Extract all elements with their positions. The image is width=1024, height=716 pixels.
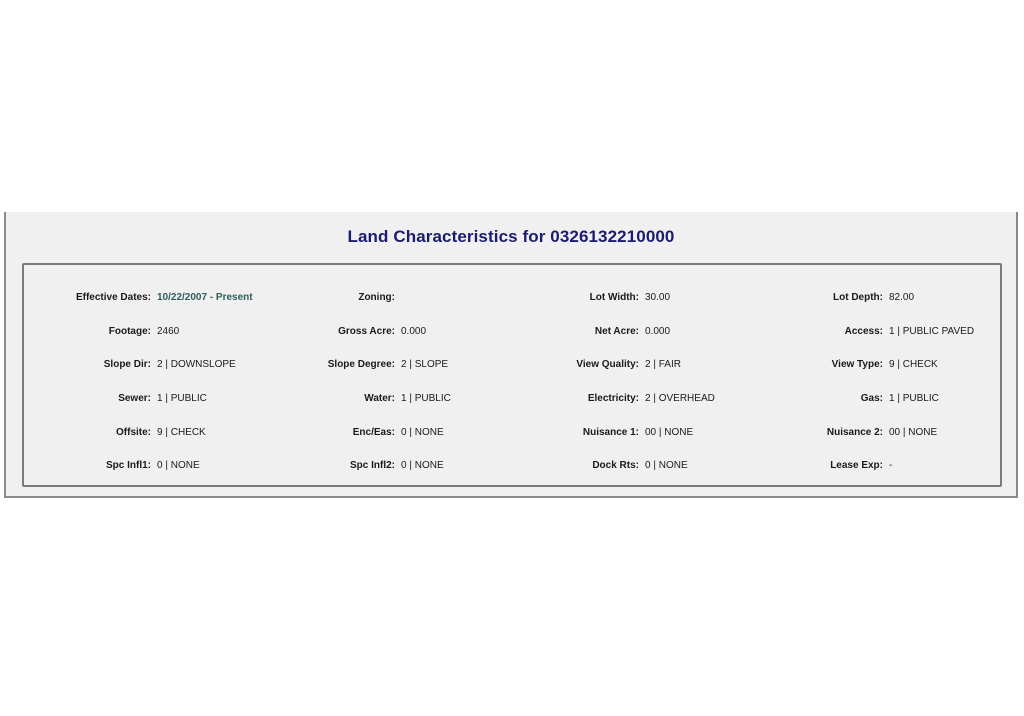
field-value: 2 | OVERHEAD — [645, 393, 715, 405]
panel-title: Land Characteristics for 0326132210000 — [347, 227, 675, 246]
field-effective-dates — [24, 292, 268, 303]
field-label: Net Acre: — [594, 325, 639, 337]
field-lot-depth — [756, 292, 1000, 303]
field-footage — [24, 326, 268, 337]
field-row — [24, 281, 1000, 315]
field-value: 9 | CHECK — [889, 359, 938, 371]
field-gas — [756, 393, 1000, 404]
field-label: Enc/Eas: — [352, 426, 395, 438]
field-label: Water: — [364, 393, 395, 405]
field-label: Sewer: — [118, 393, 151, 405]
field-label: View Type: — [831, 359, 883, 371]
characteristics-box — [22, 263, 1002, 487]
field-label: Spc Infl2: — [349, 460, 395, 472]
field-electricity — [512, 393, 756, 404]
field-row — [24, 415, 1000, 449]
field-value: 2 | SLOPE — [401, 359, 449, 371]
field-value: 1 | PUBLIC — [401, 393, 451, 405]
field-label: Slope Degree: — [327, 359, 395, 371]
field-label: Dock Rts: — [592, 460, 639, 472]
field-offsite — [24, 427, 268, 438]
field-label: Offsite: — [116, 426, 151, 438]
field-nuisance-1 — [512, 427, 756, 438]
field-value: 1 | PUBLIC — [889, 393, 939, 405]
field-nuisance-2 — [756, 427, 1000, 438]
field-zoning — [268, 292, 512, 303]
field-value: 10/22/2007 - Present — [157, 292, 253, 304]
field-label: Gross Acre: — [338, 325, 395, 337]
field-slope-dir — [24, 359, 268, 370]
field-label: Lease Exp: — [830, 460, 883, 472]
field-spc-infl2 — [268, 460, 512, 471]
field-value: 0 | NONE — [401, 460, 444, 472]
field-label: Nuisance 2: — [826, 426, 883, 438]
field-value: 9 | CHECK — [157, 426, 206, 438]
field-label: Effective Dates: — [75, 292, 151, 304]
field-sewer — [24, 393, 268, 404]
field-label: Lot Width: — [589, 292, 639, 304]
field-value: 2460 — [157, 325, 180, 337]
field-label: Spc Infl1: — [105, 460, 151, 472]
field-dock-rts — [512, 460, 756, 471]
field-value: 00 | NONE — [889, 426, 938, 438]
field-value: 0.000 — [401, 325, 427, 337]
field-value: 00 | NONE — [645, 426, 694, 438]
field-net-acre — [512, 326, 756, 337]
field-value: 0 | NONE — [401, 426, 444, 438]
field-row — [24, 315, 1000, 349]
field-value: 0.000 — [645, 325, 671, 337]
field-row — [24, 382, 1000, 416]
field-label: Footage: — [108, 325, 151, 337]
field-value: 1 | PUBLIC — [157, 393, 207, 405]
field-value: 0 | NONE — [157, 460, 200, 472]
field-enc-eas — [268, 427, 512, 438]
field-label: Electricity: — [587, 393, 639, 405]
land-characteristics-panel — [4, 212, 1018, 498]
field-water — [268, 393, 512, 404]
field-view-type — [756, 359, 1000, 370]
field-label: Slope Dir: — [103, 359, 151, 371]
field-spc-infl1 — [24, 460, 268, 471]
field-value: - — [889, 460, 893, 472]
field-label: Access: — [844, 325, 883, 337]
field-value: 2 | DOWNSLOPE — [157, 359, 236, 371]
field-row — [24, 449, 1000, 483]
field-label: Zoning: — [358, 292, 395, 304]
field-value: 2 | FAIR — [645, 359, 681, 371]
field-gross-acre — [268, 326, 512, 337]
field-label: Nuisance 1: — [582, 426, 639, 438]
field-value: 82.00 — [889, 292, 915, 304]
field-label: Gas: — [860, 393, 883, 405]
field-value: 0 | NONE — [645, 460, 688, 472]
field-row — [24, 348, 1000, 382]
characteristics-grid — [24, 281, 1000, 483]
field-access — [756, 326, 1000, 337]
field-view-quality — [512, 359, 756, 370]
field-slope-degree — [268, 359, 512, 370]
field-lot-width — [512, 292, 756, 303]
field-label: Lot Depth: — [833, 292, 883, 304]
field-value: 1 | PUBLIC PAVED — [889, 325, 975, 337]
field-lease-exp — [756, 460, 1000, 471]
field-label: View Quality: — [576, 359, 639, 371]
field-value: 30.00 — [645, 292, 671, 304]
